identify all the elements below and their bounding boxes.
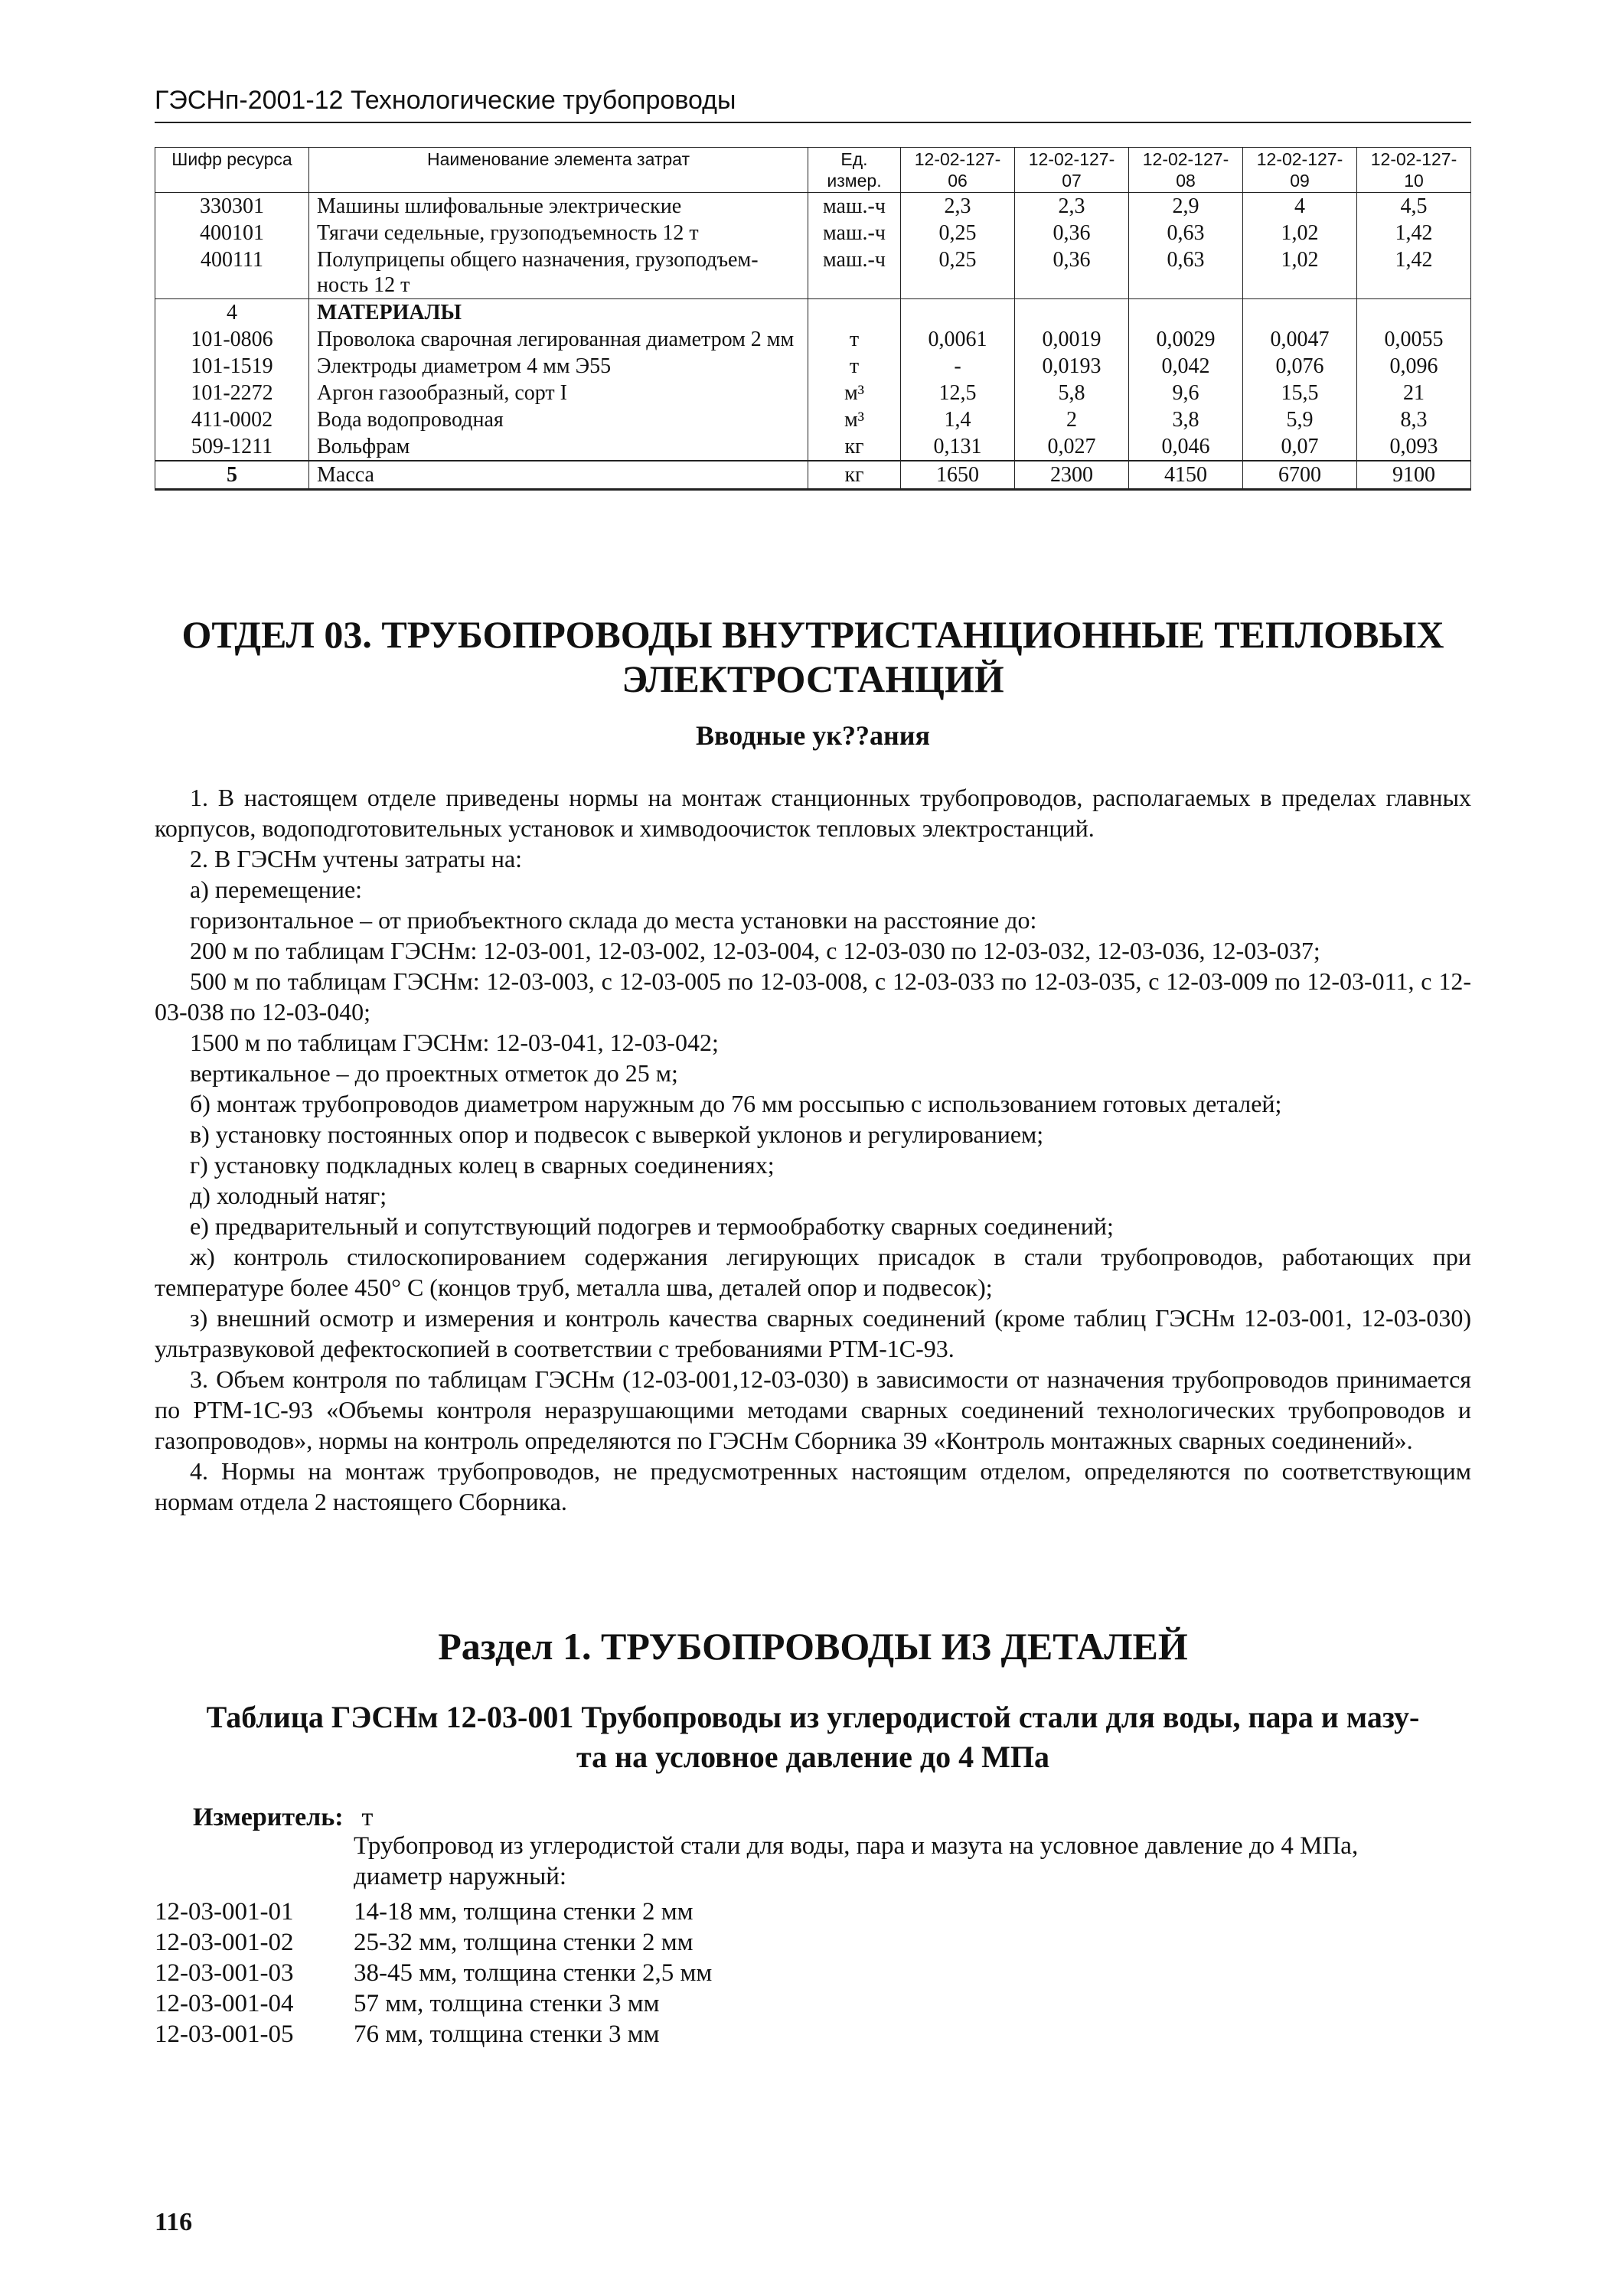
resource-code: 101-2272 bbox=[155, 380, 309, 406]
list-item bbox=[155, 1927, 712, 1958]
table-row bbox=[155, 193, 1471, 220]
resource-unit: маш.-ч bbox=[808, 220, 901, 246]
norm-desc: 76 мм, толщина стенки 3 мм bbox=[354, 2020, 660, 2048]
norm-value: 0,25 bbox=[901, 246, 1015, 299]
section-label: МАТЕРИАЛЫ bbox=[309, 299, 808, 327]
list-item bbox=[155, 1988, 712, 2019]
norm-value: 2300 bbox=[1015, 461, 1129, 490]
intro-heading: Вводные ук??ания bbox=[696, 720, 930, 751]
resource-unit: м³ bbox=[808, 406, 901, 433]
norm-code-list bbox=[155, 1896, 712, 2050]
norm-value: 0,0061 bbox=[901, 326, 1015, 353]
resource-unit: кг bbox=[808, 433, 901, 461]
norm-value: 0,096 bbox=[1357, 353, 1471, 380]
norm-value: 6700 bbox=[1243, 461, 1357, 490]
norm-value: 0,131 bbox=[901, 433, 1015, 461]
norm-value: 0,0019 bbox=[1015, 326, 1129, 353]
resource-name: Проволока сварочная легированная диаметром 2 мм bbox=[309, 326, 808, 353]
norm-description-line2: диаметр наружный: bbox=[354, 1863, 567, 1890]
norm-desc: 38-45 мм, толщина стенки 2,5 мм bbox=[354, 1959, 713, 1987]
paragraph: 4. Нормы на монтаж трубопроводов, не предусмотренных настоящим отделом, определяются по соответствующим нормам отдела 2 настоящего Сборника. bbox=[155, 1457, 1471, 1515]
resource-code: 400101 bbox=[155, 220, 309, 246]
col-unit-header: Ед. измер. bbox=[808, 148, 901, 193]
resource-unit: м³ bbox=[808, 380, 901, 406]
norm-table-title bbox=[155, 1698, 1471, 1777]
table-row bbox=[155, 299, 1471, 327]
section-title-line2: ЭЛЕКТРОСТАНЦИЙ bbox=[622, 657, 1004, 700]
resource-unit: маш.-ч bbox=[808, 246, 901, 299]
measure-label: Измеритель: bbox=[193, 1803, 344, 1831]
table-row bbox=[155, 220, 1471, 246]
norm-value: 2 bbox=[1015, 406, 1129, 433]
norm-description-line1: Трубопровод из углеродистой стали для воды, пара и мазута на условное давление до 4 МПа, bbox=[354, 1832, 1359, 1860]
norm-value: 2,3 bbox=[1015, 193, 1129, 220]
norm-value: 0,042 bbox=[1129, 353, 1243, 380]
norm-value bbox=[1357, 299, 1471, 327]
paragraph: д) холодный натяг; bbox=[190, 1182, 387, 1209]
section-title-line1: ОТДЕЛ 03. ТРУБОПРОВОДЫ ВНУТРИСТАНЦИОННЫЕ ТЕПЛОВЫХ bbox=[181, 613, 1444, 656]
norm-value: 2,3 bbox=[901, 193, 1015, 220]
paragraph: б) монтаж трубопроводов диаметром наружным до 76 мм россыпью с использованием готовых деталей; bbox=[190, 1090, 1282, 1117]
norm-value bbox=[901, 299, 1015, 327]
resource-code: 101-1519 bbox=[155, 353, 309, 380]
norm-value: 1,02 bbox=[1243, 220, 1357, 246]
norm-value: 9100 bbox=[1357, 461, 1471, 490]
table-row bbox=[155, 326, 1471, 353]
paragraph: 3. Объем контроля по таблицам ГЭСНм (12-03-001,12-03-030) в зависимости от назначения трубопроводов принимается по РТМ-1С-93 «Объемы контроля неразрушающими методами сварных соединений технологических трубопроводов и газопроводов», нормы на контроль определяются по ГЭСНм Сборника 39 «Контроль монтажных сварных соединений». bbox=[155, 1365, 1471, 1454]
norm-value: 0,0029 bbox=[1129, 326, 1243, 353]
running-header: ГЭСНп-2001-12 Технологические трубопроводы bbox=[155, 86, 1471, 123]
norm-value: 5,9 bbox=[1243, 406, 1357, 433]
paragraph: ж) контроль стилоскопированием содержания легирующих присадок в стали трубопроводов, работающих при температуре более 450° С (концов труб, металла шва, деталей опор и подвесок); bbox=[155, 1243, 1471, 1301]
norm-value: 1,4 bbox=[901, 406, 1015, 433]
list-item bbox=[155, 1896, 712, 1927]
norm-code: 12-03-001-01 bbox=[155, 1898, 294, 1926]
norm-table-title-line2: та на условное давление до 4 МПа bbox=[576, 1740, 1049, 1774]
resource-name: Вольфрам bbox=[309, 433, 808, 461]
norm-value: 0,07 bbox=[1243, 433, 1357, 461]
resource-unit: т bbox=[808, 353, 901, 380]
norm-value: 0,36 bbox=[1015, 246, 1129, 299]
resource-unit: т bbox=[808, 326, 901, 353]
resource-name: Электроды диаметром 4 мм Э55 bbox=[309, 353, 808, 380]
norm-value: 1,42 bbox=[1357, 246, 1471, 299]
resource-unit: кг bbox=[808, 461, 901, 490]
paragraph: 200 м по таблицам ГЭСНм: 12-03-001, 12-03-002, 12-03-004, с 12-03-030 по 12-03-032, 12-03-036, 12-03-037; bbox=[190, 937, 1320, 964]
intro-text bbox=[155, 782, 1471, 1517]
resource-name: Масса bbox=[309, 461, 808, 490]
norm-value: 12,5 bbox=[901, 380, 1015, 406]
norm-value: 0,027 bbox=[1015, 433, 1129, 461]
table-header-row bbox=[155, 148, 1471, 193]
norm-code: 12-03-001-04 bbox=[155, 1990, 294, 2017]
paragraph: вертикальное – до проектных отметок до 25 м; bbox=[190, 1059, 678, 1087]
col-norm-header: 12-02-127-08 bbox=[1129, 148, 1243, 193]
norm-value: 1650 bbox=[901, 461, 1015, 490]
paragraph: 500 м по таблицам ГЭСНм: 12-03-003, с 12-03-005 по 12-03-008, с 12-03-033 по 12-03-035, с 12-03-009 по 12-03-011, с 12-03-038 по 12-03-040; bbox=[155, 967, 1471, 1026]
norm-value: 15,5 bbox=[1243, 380, 1357, 406]
resource-name: Аргон газообразный, сорт I bbox=[309, 380, 808, 406]
resource-name: Полуприцепы общего назначения, грузоподъем-ность 12 т bbox=[309, 246, 808, 299]
resource-name: Машины шлифовальные электрические bbox=[309, 193, 808, 220]
norm-value: 4,5 bbox=[1357, 193, 1471, 220]
razdel-title: Раздел 1. ТРУБОПРОВОДЫ ИЗ ДЕТАЛЕЙ bbox=[438, 1625, 1188, 1668]
list-item bbox=[155, 2019, 712, 2050]
norm-value: 21 bbox=[1357, 380, 1471, 406]
norm-value: 4150 bbox=[1129, 461, 1243, 490]
paragraph: в) установку постоянных опор и подвесок с выверкой уклонов и регулированием; bbox=[190, 1120, 1044, 1148]
table-row-mass bbox=[155, 461, 1471, 490]
measure-line bbox=[193, 1803, 373, 1832]
norm-value: 0,25 bbox=[901, 220, 1015, 246]
paragraph: 2. В ГЭСНм учтены затраты на: bbox=[190, 845, 523, 872]
paragraph: з) внешний осмотр и измерения и контроль качества сварных соединений (кроме таблиц ГЭСНм 12-03-001, 12-03-030) ультразвуковой дефектоскопией в соответствии с требованиями РТМ-1С-93. bbox=[155, 1304, 1471, 1362]
resource-code: 4 bbox=[155, 299, 309, 327]
norm-value: 1,02 bbox=[1243, 246, 1357, 299]
resource-code: 101-0806 bbox=[155, 326, 309, 353]
measure-value: т bbox=[361, 1803, 374, 1831]
col-norm-header: 12-02-127-07 bbox=[1015, 148, 1129, 193]
col-norm-header: 12-02-127-06 bbox=[901, 148, 1015, 193]
paragraph: а) перемещение: bbox=[190, 876, 363, 903]
norm-desc: 57 мм, толщина стенки 3 мм bbox=[354, 1990, 660, 2017]
table-row bbox=[155, 246, 1471, 299]
paragraph: 1. В настоящем отделе приведены нормы на монтаж станционных трубопроводов, располагаемых в пределах главных корпусов, водоподготовительных установок и химводоочисток тепловых электростанций. bbox=[155, 784, 1471, 842]
table-row bbox=[155, 380, 1471, 406]
col-name-header: Наименование элемента затрат bbox=[309, 148, 808, 193]
col-code-header: Шифр ресурса bbox=[155, 148, 309, 193]
norm-table-title-line1: Таблица ГЭСНм 12-03-001 Трубопроводы из углеродистой стали для воды, пара и мазу- bbox=[206, 1700, 1420, 1734]
norm-value: 9,6 bbox=[1129, 380, 1243, 406]
paragraph: г) установку подкладных колец в сварных соединениях; bbox=[190, 1151, 775, 1179]
col-norm-header: 12-02-127-10 bbox=[1357, 148, 1471, 193]
norm-description bbox=[354, 1831, 1471, 1892]
norm-value: 8,3 bbox=[1357, 406, 1471, 433]
norm-value: 0,63 bbox=[1129, 220, 1243, 246]
norm-value: 4 bbox=[1243, 193, 1357, 220]
norm-value: 3,8 bbox=[1129, 406, 1243, 433]
resource-table bbox=[155, 147, 1471, 491]
paragraph: горизонтальное – от приобъектного склада до места установки на расстояние до: bbox=[190, 906, 1037, 934]
resource-code: 509-1211 bbox=[155, 433, 309, 461]
norm-desc: 14-18 мм, толщина стенки 2 мм bbox=[354, 1898, 694, 1926]
norm-value: 0,63 bbox=[1129, 246, 1243, 299]
norm-value: 0,093 bbox=[1357, 433, 1471, 461]
norm-value: - bbox=[901, 353, 1015, 380]
norm-value: 0,36 bbox=[1015, 220, 1129, 246]
norm-value: 2,9 bbox=[1129, 193, 1243, 220]
norm-code: 12-03-001-02 bbox=[155, 1929, 294, 1956]
col-norm-header: 12-02-127-09 bbox=[1243, 148, 1357, 193]
resource-code: 330301 bbox=[155, 193, 309, 220]
norm-value: 0,046 bbox=[1129, 433, 1243, 461]
resource-unit: маш.-ч bbox=[808, 193, 901, 220]
norm-value bbox=[1015, 299, 1129, 327]
norm-value: 0,0193 bbox=[1015, 353, 1129, 380]
norm-value: 5,8 bbox=[1015, 380, 1129, 406]
list-item bbox=[155, 1958, 712, 1988]
norm-value: 0,0055 bbox=[1357, 326, 1471, 353]
norm-value: 0,0047 bbox=[1243, 326, 1357, 353]
norm-value bbox=[1243, 299, 1357, 327]
norm-value: 0,076 bbox=[1243, 353, 1357, 380]
resource-name: Тягачи седельные, грузоподъемность 12 т bbox=[309, 220, 808, 246]
resource-unit bbox=[808, 299, 901, 327]
table-row bbox=[155, 433, 1471, 461]
paragraph: 1500 м по таблицам ГЭСНм: 12-03-041, 12-03-042; bbox=[190, 1029, 719, 1056]
norm-value bbox=[1129, 299, 1243, 327]
norm-desc: 25-32 мм, толщина стенки 2 мм bbox=[354, 1929, 694, 1956]
resource-code: 411-0002 bbox=[155, 406, 309, 433]
resource-name: Вода водопроводная bbox=[309, 406, 808, 433]
norm-code: 12-03-001-03 bbox=[155, 1959, 294, 1987]
page-number: 116 bbox=[155, 2208, 193, 2236]
table-row bbox=[155, 353, 1471, 380]
norm-code: 12-03-001-05 bbox=[155, 2020, 294, 2048]
norm-value: 1,42 bbox=[1357, 220, 1471, 246]
paragraph: е) предварительный и сопутствующий подогрев и термообработку сварных соединений; bbox=[190, 1212, 1114, 1240]
resource-code: 400111 bbox=[155, 246, 309, 299]
table-row bbox=[155, 406, 1471, 433]
resource-code: 5 bbox=[155, 461, 309, 490]
